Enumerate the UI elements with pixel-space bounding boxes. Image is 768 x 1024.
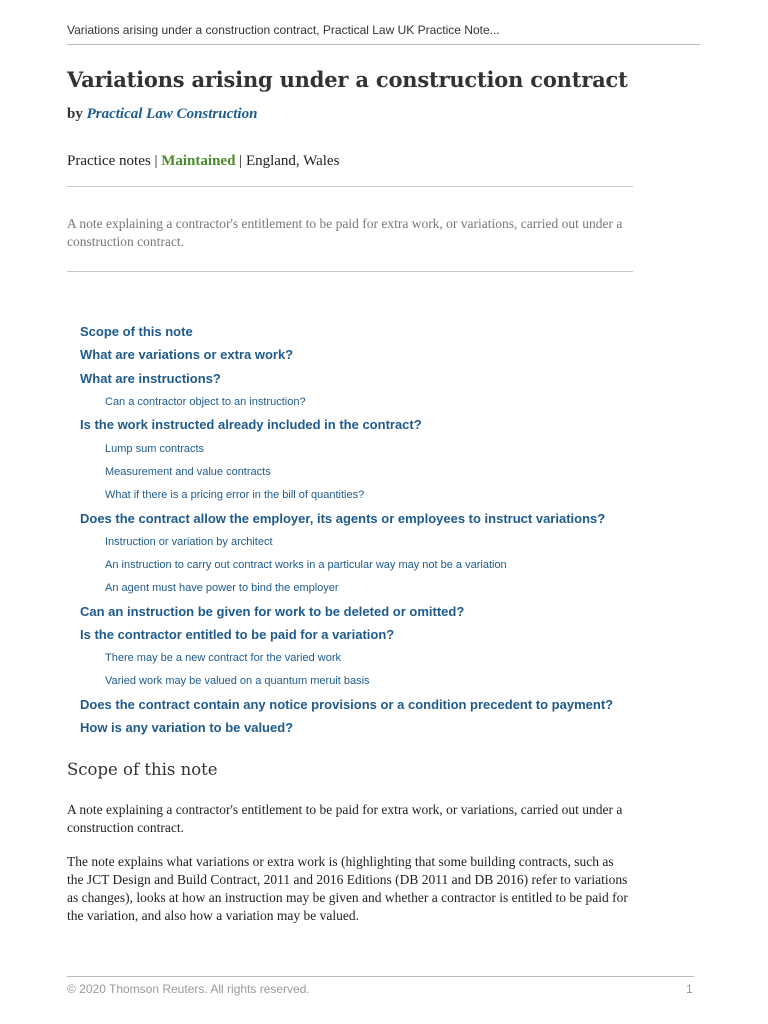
byline — [67, 106, 257, 123]
document-meta — [67, 153, 339, 170]
toc-sublink[interactable]: There may be a new contract for the varied work — [105, 652, 341, 664]
document-summary: A note explaining a contractor's entitlement to be paid for extra work, or variations, carried out under a construction contract. — [67, 216, 623, 249]
body-paragraph: The note explains what variations or extra work is (highlighting that some building contracts, such as the JCT Design and Build Contract, 2011 and 2016 Editions (DB 2011 and DB 2016) refer to variations as changes), looks at how an instruction may be given and whether a contractor is entitled to be paid for the variation, and also how a variation may be valued. — [67, 854, 628, 923]
divider — [67, 271, 633, 272]
toc-sublink[interactable]: An agent must have power to bind the employer — [105, 582, 339, 594]
toc-sublink[interactable]: Can a contractor object to an instruction? — [105, 396, 306, 408]
toc-link[interactable]: Can an instruction be given for work to be deleted or omitted? — [80, 604, 465, 619]
toc-sublink[interactable]: What if there is a pricing error in the bill of quantities? — [105, 489, 365, 501]
toc-link[interactable]: Scope of this note — [80, 324, 193, 339]
body-paragraph: A note explaining a contractor's entitlement to be paid for extra work, or variations, carried out under a construction contract. — [67, 802, 623, 835]
document-title: Variations arising under a construction contract — [67, 67, 628, 92]
toc-sublink[interactable]: An instruction to carry out contract works in a particular way may not be a variation — [105, 559, 507, 571]
meta-jurisdiction: England, Wales — [245, 153, 340, 169]
toc-sublink[interactable]: Measurement and value contracts — [105, 466, 271, 478]
toc-link[interactable]: Is the contractor entitled to be paid for a variation? — [80, 627, 395, 642]
toc-link[interactable]: Does the contract allow the employer, its agents or employees to instruct variations? — [80, 511, 606, 526]
meta-status: Maintained — [161, 153, 236, 169]
running-header: Variations arising under a construction contract, Practical Law UK Practice Note... — [67, 23, 500, 37]
footer-copyright: © 2020 Thomson Reuters. All rights reserved. — [67, 982, 310, 996]
page-number: 1 — [686, 982, 693, 996]
toc-link[interactable]: How is any variation to be valued? — [80, 720, 294, 735]
section-heading: Scope of this note — [67, 760, 218, 779]
meta-type: Practice notes — [67, 153, 151, 169]
toc-link[interactable]: What are variations or extra work? — [80, 347, 294, 362]
toc-sublink[interactable]: Instruction or variation by architect — [105, 536, 273, 548]
byline-label: by — [67, 106, 83, 122]
toc-link[interactable]: What are instructions? — [80, 371, 221, 386]
divider — [67, 186, 633, 187]
author-link[interactable]: Practical Law Construction — [86, 106, 258, 122]
toc-link[interactable]: Does the contract contain any notice provisions or a condition precedent to payment? — [80, 697, 614, 712]
meta-separator: | — [154, 153, 158, 169]
toc-sublink[interactable]: Varied work may be valued on a quantum meruit basis — [105, 675, 370, 687]
meta-separator: | — [239, 153, 243, 169]
toc-link[interactable]: Is the work instructed already included in the contract? — [80, 417, 422, 432]
toc-sublink[interactable]: Lump sum contracts — [105, 443, 205, 455]
footer-divider — [67, 976, 694, 977]
header-divider — [67, 44, 700, 45]
